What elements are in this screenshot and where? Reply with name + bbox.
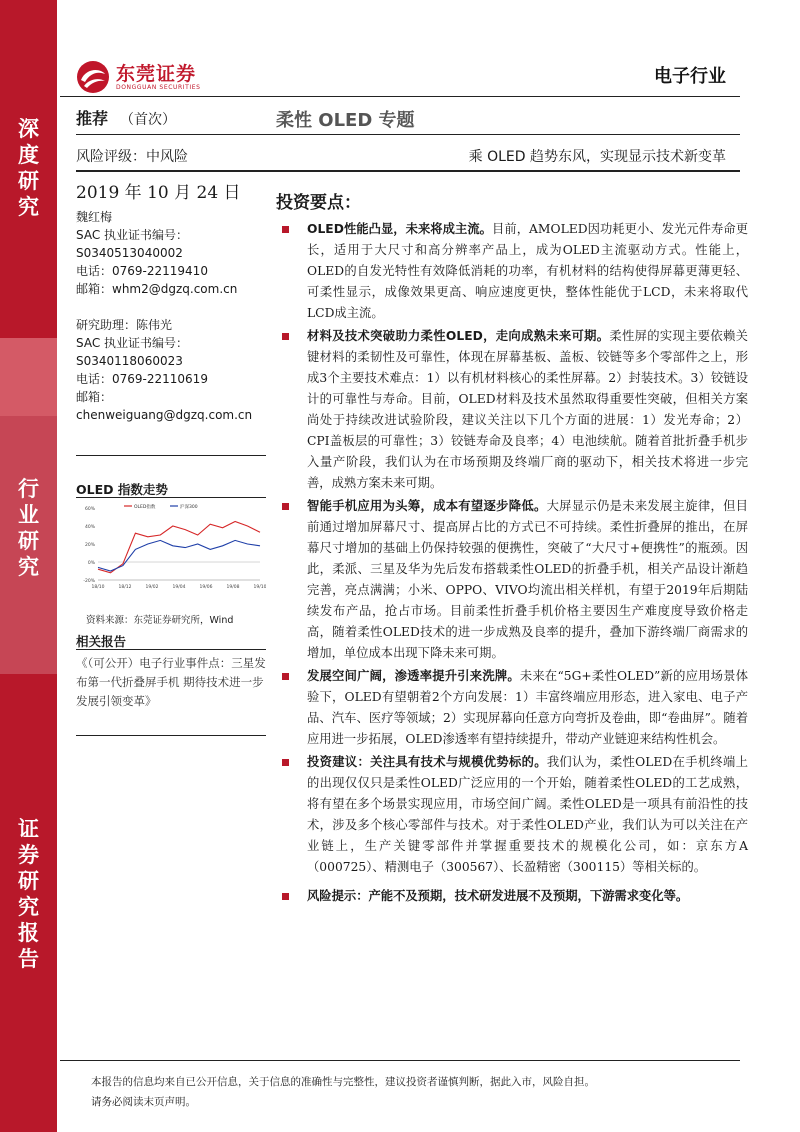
assistant-name: 研究助理：陈伟光 — [76, 318, 173, 332]
bullet-square-icon — [282, 503, 289, 510]
assistant-info — [76, 316, 252, 424]
key-point: 风险提示：产能不及预期，技术研发进展不及预期，下游需求变化等。 — [282, 886, 748, 907]
analyst-info — [76, 208, 237, 298]
y-tick-label: 20% — [84, 543, 95, 548]
side-section-deep-research: 深度研究 — [0, 0, 57, 338]
report-subtitle: 乘 OLED 趋势东风，实现显示技术新变革 — [468, 149, 726, 165]
related-reports-title: 相关报告 — [76, 634, 127, 649]
key-point: 投资建议：关注具有技术与规模优势标的。我们认为，柔性OLED在手机终端上的出现仅仅只是柔性OLED广泛应用的一个开始，随着柔性OLED的工艺成熟，将有望在多个场景实现应用，市场空间广阔。柔性OLED是一项具有前沿性的技术，涉及多个核心零部件与技术。对于柔性OLED产业，我们认为可以关注在产业链上，生产关键零部件并掌握重要技术的规模化公司，如：京东方A（000725）、精测电子（300567）、长盈精密（300115）等相关标的。 — [282, 752, 748, 878]
company-name-cn: 东莞证券 — [116, 62, 197, 85]
rating: 推荐 （首次） — [76, 109, 177, 128]
x-tick-label: 19/08 — [226, 585, 240, 590]
analyst-cert: S0340513040002 — [76, 246, 183, 260]
side-band — [0, 0, 57, 1132]
logo-icon — [76, 60, 110, 94]
bullet-square-icon — [282, 673, 289, 680]
y-tick-label: 0% — [87, 561, 95, 566]
related-divider-bottom — [76, 735, 266, 736]
assistant-phone: 电话：0769-22110619 — [76, 372, 208, 386]
bullet-square-icon — [282, 759, 289, 766]
y-tick-label: -20% — [83, 579, 95, 584]
key-points-list — [282, 219, 748, 909]
bullet-square-icon — [282, 893, 289, 900]
industry-label: 电子行业 — [654, 66, 726, 87]
report-topic: 柔性 OLED 专题 — [276, 110, 415, 131]
company-name-en: DONGGUAN SECURITIES — [116, 83, 201, 91]
side-section-securities-report: 证券研究报告 — [0, 674, 57, 1132]
analyst-name: 魏红梅 — [76, 210, 113, 224]
x-tick-label: 19/06 — [199, 585, 213, 590]
disclaimer-line: 本报告的信息均来自已公开信息，关于信息的准确性与完整性，建议投资者谨慎判断，据此入市，风险自担。 — [91, 1076, 595, 1088]
legend-label: OLED指数 — [134, 505, 156, 510]
legend-label: 沪深300 — [180, 505, 198, 510]
bullet-square-icon — [282, 226, 289, 233]
key-point: 材料及技术突破助力柔性OLED，走向成熟未来可期。柔性屏的实现主要依赖关键材料的柔韧性及可靠性，体现在屏幕基板、盖板、铰链等多个零部件之上，形成3个主要技术难点：1）以有机材料核心的柔性屏幕。2）封装技术。3）铰链设计的可靠性与寿命。目前，OLED材料及技术虽然取得重要性突破，但相关方案尚处于持续改进试验阶段，建议关注以下几个方面的进展：1）发光寿命；2）CPI盖板层的可靠性；3）铰链寿命及良率；4）电池续航。随着首批折叠手机步入量产阶段，我们认为在市场预期及终端厂商的驱动下，相关技术将进一步完善，成熟方案未来可期。 — [282, 326, 748, 494]
assistant-email: chenweiguang@dgzq.com.cn — [76, 408, 253, 422]
x-tick-label: 19/02 — [145, 585, 159, 590]
header-divider — [60, 96, 740, 97]
report-date: 2019 年 10 月 24 日 — [76, 183, 241, 203]
y-tick-label: 60% — [84, 507, 95, 512]
index-chart-title: OLED 指数走势 — [76, 482, 168, 497]
subtitle-divider — [76, 170, 740, 172]
analyst-cert-label: SAC 执业证书编号： — [76, 228, 189, 242]
key-point: OLED性能凸显，未来将成主流。目前，AMOLED因功耗更小、发光元件寿命更长，适用于大尺寸和高分辨率产品上，成为OLED主流驱动方式。性能上，OLED的自发光特性有效降低消耗的功率，有机材料的结构使得屏幕更薄更轻、可柔性显示，成像效果更高、响应速度更快，整体性能优于LCD，未来将取代LCD成主流。 — [282, 219, 748, 324]
x-tick-label: 18/10 — [91, 585, 105, 590]
disclaimer-line: 请务必阅读末页声明。 — [91, 1096, 196, 1108]
assistant-email-label: 邮箱： — [76, 390, 113, 404]
related-report-item[interactable]: 《（可公开）电子行业事件点：三星发布第一代折叠屏手机 期待技术进一步发展引领变革》 — [76, 656, 266, 708]
oled-index-chart — [76, 500, 266, 592]
index-divider — [76, 497, 266, 498]
assistant-cert-label: SAC 执业证书编号： — [76, 336, 189, 350]
x-tick-label: 19/04 — [172, 585, 186, 590]
x-tick-label: 18/12 — [118, 585, 132, 590]
key-point: 发展空间广阔，渗透率提升引来洗牌。未来在“5G+柔性OLED”新的应用场景体验下，OLED有望朝着2个方向发展：1）丰富终端应用形态，进入家电、电子产品、汽车、医疗等领域；2）实现屏幕向任意方向弯折及卷曲，即“卷曲屏”。随着应用进一步拓展，OLED渗透率有望持续提升，带动产业链迎来结构性机会。 — [282, 666, 748, 750]
y-tick-label: 40% — [84, 525, 95, 530]
index-divider-top — [76, 455, 266, 456]
risk-rating: 风险评级：中风险 — [76, 149, 188, 165]
disclaimer — [91, 1072, 595, 1112]
side-section-industry-research: 行业研究 — [0, 416, 57, 674]
key-point: 智能手机应用为头筹，成本有望逐步降低。大屏显示仍是未来发展主旋律，但目前通过增加屏幕尺寸、提高屏占比的方式已不可持续。柔性折叠屏的推出，在屏幕尺寸增加的基础上仍保持较强的便携性，突破了“大尺寸+便携性”的瓶颈。因此，柔派、三星及华为先后发布搭载柔性OLED的折叠手机，相关产品设计渐趋完善，亮点满满；小米、OPPO、VIVO均流出相关样机，有望于2019年后期陆续发布产品，抢占市场。目前柔性折叠手机价格主要因生产难度度导致价格走高，随着柔性OLED技术的进一步成熟及良率的提升，叠加下游终端厂商需求的增加，单位成本出现下降未来可期。 — [282, 496, 748, 664]
topic-divider — [76, 134, 740, 135]
assistant-cert: S0340118060023 — [76, 354, 183, 368]
analyst-email: 邮箱：whm2@dgzq.com.cn — [76, 282, 238, 296]
footer-divider — [60, 1060, 740, 1061]
chart-source: 资料来源：东莞证券研究所，Wind — [86, 615, 234, 626]
key-points-title: 投资要点： — [276, 193, 361, 213]
analyst-phone: 电话：0769-22119410 — [76, 264, 208, 278]
bullet-square-icon — [282, 333, 289, 340]
related-divider — [76, 649, 266, 650]
company-logo — [76, 60, 201, 94]
series-line-1 — [98, 540, 260, 571]
x-tick-label: 19/10 — [253, 585, 266, 590]
